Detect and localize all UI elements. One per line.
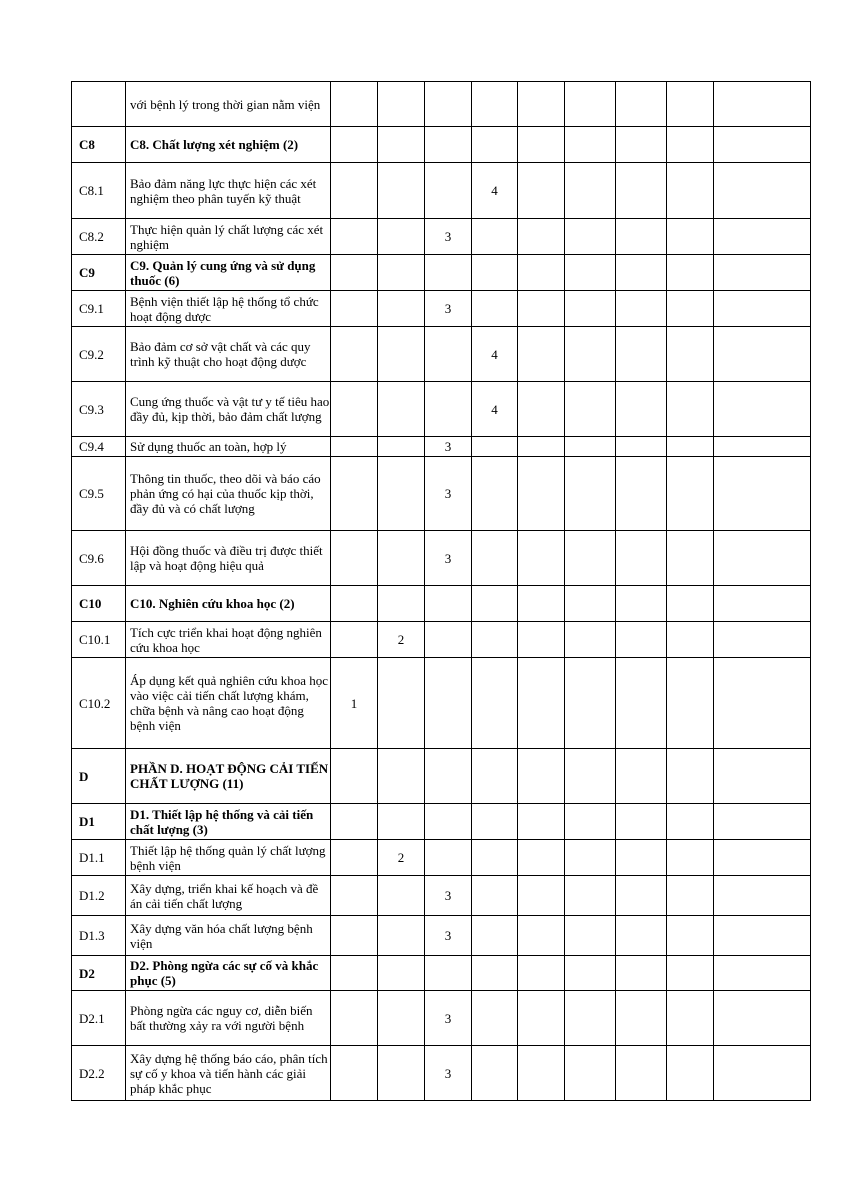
score-cell-1 (331, 1046, 378, 1101)
score-cell-8 (667, 219, 714, 255)
score-cell-7 (616, 840, 667, 876)
score-cell-2 (378, 163, 425, 219)
score-cell-3 (425, 956, 472, 991)
score-cell-1 (331, 991, 378, 1046)
score-cell-9 (714, 991, 811, 1046)
score-cell-5 (518, 804, 565, 840)
score-cell-2 (378, 291, 425, 327)
score-cell-7 (616, 804, 667, 840)
score-cell-5 (518, 586, 565, 622)
score-cell-4 (472, 916, 518, 956)
score-cell-1 (331, 457, 378, 531)
score-cell-2 (378, 327, 425, 382)
score-cell-6 (565, 127, 616, 163)
score-cell-1 (331, 876, 378, 916)
score-cell-6 (565, 658, 616, 749)
score-cell-6 (565, 876, 616, 916)
score-cell-4 (472, 749, 518, 804)
score-cell-7 (616, 255, 667, 291)
score-cell-7 (616, 327, 667, 382)
score-cell-5 (518, 622, 565, 658)
score-cell-6 (565, 291, 616, 327)
score-cell-9 (714, 622, 811, 658)
score-cell-9 (714, 327, 811, 382)
score-cell-6 (565, 804, 616, 840)
score-cell-3: 3 (425, 219, 472, 255)
criterion-code: D2.2 (72, 1046, 126, 1101)
score-cell-7 (616, 1046, 667, 1101)
table-row (72, 916, 811, 956)
score-cell-4 (472, 291, 518, 327)
table-body (72, 82, 811, 1101)
score-cell-4 (472, 876, 518, 916)
score-cell-8 (667, 749, 714, 804)
score-cell-9 (714, 804, 811, 840)
score-cell-2 (378, 437, 425, 457)
criterion-code: C9.2 (72, 327, 126, 382)
score-cell-6 (565, 991, 616, 1046)
criterion-title: C9. Quản lý cung ứng và sử dụng thuốc (6) (126, 255, 331, 291)
score-cell-5 (518, 876, 565, 916)
score-cell-3 (425, 255, 472, 291)
criterion-title: C8. Chất lượng xét nghiệm (2) (126, 127, 331, 163)
table-row (72, 840, 811, 876)
criterion-title: C10. Nghiên cứu khoa học (2) (126, 586, 331, 622)
score-cell-5 (518, 382, 565, 437)
criterion-code: C9 (72, 255, 126, 291)
table-row (72, 876, 811, 916)
score-cell-9 (714, 437, 811, 457)
score-cell-5 (518, 457, 565, 531)
score-cell-4 (472, 840, 518, 876)
criterion-title: D2. Phòng ngừa các sự cố và khắc phục (5) (126, 956, 331, 991)
score-cell-8 (667, 437, 714, 457)
criterion-code: C8.1 (72, 163, 126, 219)
table-row (72, 291, 811, 327)
score-cell-4 (472, 622, 518, 658)
score-cell-7 (616, 457, 667, 531)
score-cell-8 (667, 163, 714, 219)
criterion-code (72, 82, 126, 127)
score-cell-1 (331, 622, 378, 658)
score-cell-3: 3 (425, 916, 472, 956)
score-cell-1 (331, 291, 378, 327)
criterion-title: Hội đồng thuốc và điều trị được thiết lập và hoạt động hiệu quả (126, 531, 331, 586)
criterion-title: Thông tin thuốc, theo dõi và báo cáo phản ứng có hại của thuốc kịp thời, đầy đủ và có chất lượng (126, 457, 331, 531)
score-cell-8 (667, 127, 714, 163)
score-cell-2 (378, 991, 425, 1046)
score-cell-2: 2 (378, 840, 425, 876)
score-cell-2 (378, 1046, 425, 1101)
score-cell-7 (616, 291, 667, 327)
score-cell-3: 3 (425, 531, 472, 586)
table-row (72, 163, 811, 219)
score-cell-3 (425, 82, 472, 127)
score-cell-6 (565, 586, 616, 622)
score-cell-9 (714, 749, 811, 804)
score-cell-5 (518, 749, 565, 804)
table-row (72, 956, 811, 991)
score-cell-4: 4 (472, 163, 518, 219)
score-cell-2 (378, 876, 425, 916)
criterion-title: Sử dụng thuốc an toàn, hợp lý (126, 437, 331, 457)
score-cell-7 (616, 956, 667, 991)
score-cell-4: 4 (472, 327, 518, 382)
score-cell-8 (667, 382, 714, 437)
score-cell-9 (714, 1046, 811, 1101)
score-cell-6 (565, 437, 616, 457)
score-cell-3 (425, 127, 472, 163)
score-cell-8 (667, 622, 714, 658)
score-cell-4 (472, 991, 518, 1046)
score-cell-2 (378, 82, 425, 127)
criterion-code: D2.1 (72, 991, 126, 1046)
score-cell-4 (472, 804, 518, 840)
score-cell-1 (331, 327, 378, 382)
score-cell-9 (714, 82, 811, 127)
score-cell-1 (331, 127, 378, 163)
table-row (72, 658, 811, 749)
score-cell-6 (565, 916, 616, 956)
table-row (72, 586, 811, 622)
score-cell-2 (378, 382, 425, 437)
score-cell-7 (616, 586, 667, 622)
criterion-code: D2 (72, 956, 126, 991)
criterion-code: C9.3 (72, 382, 126, 437)
criterion-code: C9.5 (72, 457, 126, 531)
score-cell-9 (714, 457, 811, 531)
table-row (72, 531, 811, 586)
score-cell-4 (472, 586, 518, 622)
table-row (72, 382, 811, 437)
score-cell-9 (714, 255, 811, 291)
score-cell-6 (565, 219, 616, 255)
score-cell-4 (472, 127, 518, 163)
score-cell-8 (667, 586, 714, 622)
table-row (72, 804, 811, 840)
score-cell-1 (331, 749, 378, 804)
score-cell-3: 3 (425, 457, 472, 531)
criterion-code: C8.2 (72, 219, 126, 255)
score-cell-9 (714, 586, 811, 622)
score-cell-2 (378, 749, 425, 804)
score-cell-6 (565, 327, 616, 382)
score-cell-1 (331, 916, 378, 956)
score-cell-1 (331, 586, 378, 622)
score-cell-2 (378, 255, 425, 291)
score-cell-7 (616, 916, 667, 956)
table-row (72, 437, 811, 457)
score-cell-6 (565, 163, 616, 219)
score-cell-1 (331, 840, 378, 876)
score-cell-8 (667, 327, 714, 382)
score-cell-8 (667, 658, 714, 749)
score-cell-9 (714, 956, 811, 991)
score-cell-6 (565, 1046, 616, 1101)
criterion-code: D1.3 (72, 916, 126, 956)
score-cell-4 (472, 956, 518, 991)
score-cell-9 (714, 219, 811, 255)
score-cell-2 (378, 457, 425, 531)
score-cell-6 (565, 749, 616, 804)
score-cell-3 (425, 622, 472, 658)
table-row (72, 327, 811, 382)
score-cell-2 (378, 658, 425, 749)
score-cell-3: 3 (425, 437, 472, 457)
score-cell-4 (472, 219, 518, 255)
criterion-title: Xây dựng hệ thống báo cáo, phân tích sự cố y khoa và tiến hành các giải pháp khắc phục (126, 1046, 331, 1101)
score-cell-6 (565, 457, 616, 531)
score-cell-7 (616, 749, 667, 804)
criterion-code: C10 (72, 586, 126, 622)
score-cell-2 (378, 956, 425, 991)
score-cell-4 (472, 255, 518, 291)
score-cell-9 (714, 916, 811, 956)
score-cell-5 (518, 127, 565, 163)
score-cell-2 (378, 219, 425, 255)
score-cell-1 (331, 382, 378, 437)
table-row (72, 749, 811, 804)
score-cell-5 (518, 219, 565, 255)
score-cell-8 (667, 916, 714, 956)
score-cell-7 (616, 437, 667, 457)
criterion-code: C9.6 (72, 531, 126, 586)
criterion-title: Bảo đảm năng lực thực hiện các xét nghiệm theo phân tuyến kỹ thuật (126, 163, 331, 219)
score-cell-9 (714, 876, 811, 916)
score-cell-7 (616, 163, 667, 219)
score-cell-7 (616, 127, 667, 163)
score-cell-6 (565, 956, 616, 991)
score-cell-1 (331, 437, 378, 457)
criterion-code: C9.1 (72, 291, 126, 327)
score-cell-3: 3 (425, 291, 472, 327)
score-cell-1 (331, 531, 378, 586)
score-cell-6 (565, 622, 616, 658)
score-cell-1 (331, 82, 378, 127)
score-cell-1 (331, 956, 378, 991)
table-row (72, 127, 811, 163)
score-cell-4 (472, 658, 518, 749)
score-cell-8 (667, 804, 714, 840)
criterion-title: Bệnh viện thiết lập hệ thống tổ chức hoạt động dược (126, 291, 331, 327)
table-row (72, 622, 811, 658)
score-cell-4 (472, 437, 518, 457)
score-cell-7 (616, 531, 667, 586)
score-cell-9 (714, 127, 811, 163)
score-cell-2: 2 (378, 622, 425, 658)
score-cell-6 (565, 531, 616, 586)
score-cell-9 (714, 658, 811, 749)
score-cell-5 (518, 163, 565, 219)
criterion-code: D1 (72, 804, 126, 840)
score-cell-6 (565, 82, 616, 127)
score-cell-6 (565, 382, 616, 437)
criterion-title: Thiết lập hệ thống quản lý chất lượng bệnh viện (126, 840, 331, 876)
criterion-code: D (72, 749, 126, 804)
score-cell-5 (518, 658, 565, 749)
score-cell-7 (616, 382, 667, 437)
score-cell-1 (331, 163, 378, 219)
score-cell-8 (667, 1046, 714, 1101)
score-cell-2 (378, 586, 425, 622)
score-cell-8 (667, 457, 714, 531)
criterion-title: Bảo đảm cơ sở vật chất và các quy trình kỹ thuật cho hoạt động dược (126, 327, 331, 382)
score-cell-2 (378, 531, 425, 586)
score-cell-5 (518, 916, 565, 956)
score-cell-7 (616, 219, 667, 255)
score-cell-8 (667, 291, 714, 327)
score-cell-3 (425, 840, 472, 876)
score-cell-3: 3 (425, 876, 472, 916)
criterion-code: C10.2 (72, 658, 126, 749)
score-cell-5 (518, 437, 565, 457)
score-cell-3 (425, 163, 472, 219)
score-cell-5 (518, 956, 565, 991)
score-cell-3 (425, 586, 472, 622)
criterion-title: PHẦN D. HOẠT ĐỘNG CẢI TIẾN CHẤT LƯỢNG (11) (126, 749, 331, 804)
score-cell-7 (616, 876, 667, 916)
criterion-title: Thực hiện quản lý chất lượng các xét nghiệm (126, 219, 331, 255)
score-cell-1 (331, 219, 378, 255)
score-cell-5 (518, 1046, 565, 1101)
score-cell-3 (425, 327, 472, 382)
score-cell-8 (667, 840, 714, 876)
score-cell-1 (331, 255, 378, 291)
score-cell-9 (714, 163, 811, 219)
score-cell-5 (518, 991, 565, 1046)
criterion-code: C10.1 (72, 622, 126, 658)
score-cell-8 (667, 991, 714, 1046)
score-cell-7 (616, 82, 667, 127)
score-cell-4 (472, 82, 518, 127)
score-cell-7 (616, 991, 667, 1046)
score-cell-8 (667, 255, 714, 291)
score-cell-3 (425, 804, 472, 840)
score-cell-5 (518, 82, 565, 127)
criterion-title: Xây dựng, triển khai kế hoạch và đề án cải tiến chất lượng (126, 876, 331, 916)
score-cell-2 (378, 916, 425, 956)
criterion-title: Xây dựng văn hóa chất lượng bệnh viện (126, 916, 331, 956)
table-row (72, 457, 811, 531)
criterion-code: C8 (72, 127, 126, 163)
criterion-code: D1.2 (72, 876, 126, 916)
score-cell-9 (714, 840, 811, 876)
table-row (72, 991, 811, 1046)
score-cell-5 (518, 531, 565, 586)
assessment-table (71, 81, 811, 1101)
table-row (72, 1046, 811, 1101)
criterion-title: Phòng ngừa các nguy cơ, diễn biến bất thường xảy ra với người bệnh (126, 991, 331, 1046)
table-row (72, 255, 811, 291)
score-cell-7 (616, 622, 667, 658)
criterion-code: D1.1 (72, 840, 126, 876)
score-cell-3: 3 (425, 1046, 472, 1101)
score-cell-4 (472, 457, 518, 531)
table-row (72, 219, 811, 255)
score-cell-6 (565, 255, 616, 291)
score-cell-4: 4 (472, 382, 518, 437)
score-cell-6 (565, 840, 616, 876)
criterion-title: Cung ứng thuốc và vật tư y tế tiêu hao đầy đủ, kịp thời, bảo đảm chất lượng (126, 382, 331, 437)
score-cell-4 (472, 531, 518, 586)
score-cell-1 (331, 804, 378, 840)
score-cell-2 (378, 127, 425, 163)
score-cell-8 (667, 82, 714, 127)
score-cell-5 (518, 840, 565, 876)
criterion-code: C9.4 (72, 437, 126, 457)
score-cell-5 (518, 291, 565, 327)
score-cell-8 (667, 956, 714, 991)
criterion-title: D1. Thiết lập hệ thống và cải tiến chất lượng (3) (126, 804, 331, 840)
score-cell-5 (518, 255, 565, 291)
score-cell-7 (616, 658, 667, 749)
score-cell-4 (472, 1046, 518, 1101)
score-cell-1: 1 (331, 658, 378, 749)
score-cell-3 (425, 749, 472, 804)
score-cell-3: 3 (425, 991, 472, 1046)
criterion-title: với bệnh lý trong thời gian nằm viện (126, 82, 331, 127)
criterion-title: Tích cực triển khai hoạt động nghiên cứu khoa học (126, 622, 331, 658)
score-cell-3 (425, 382, 472, 437)
score-cell-3 (425, 658, 472, 749)
score-cell-9 (714, 531, 811, 586)
score-cell-5 (518, 327, 565, 382)
score-cell-8 (667, 531, 714, 586)
score-cell-9 (714, 291, 811, 327)
score-cell-2 (378, 804, 425, 840)
score-cell-9 (714, 382, 811, 437)
table-row (72, 82, 811, 127)
score-cell-8 (667, 876, 714, 916)
criterion-title: Áp dụng kết quả nghiên cứu khoa học vào việc cải tiến chất lượng khám, chữa bệnh và nâng cao hoạt động bệnh viện (126, 658, 331, 749)
